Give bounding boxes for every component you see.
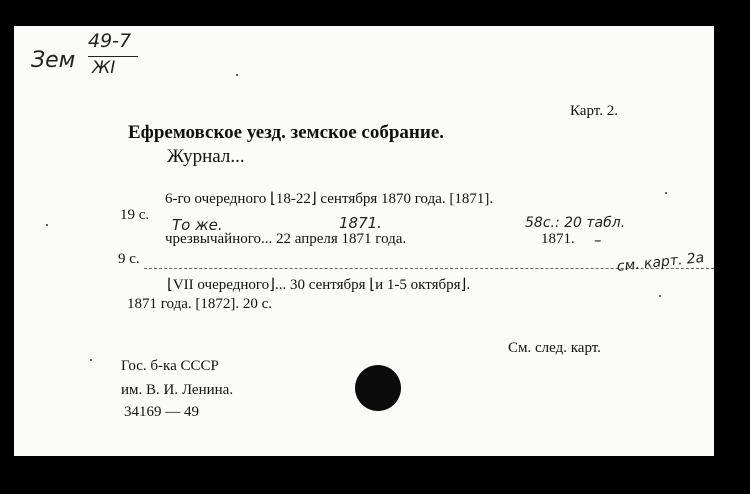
heading: Ефремовское уезд. земское собрание.: [128, 122, 444, 143]
annotation-tables: 58с.: 20 табл.: [525, 215, 626, 231]
entry-3: ⌊VII очередного⌋... 30 сентября ⌊и 1-5 октября⌋.: [167, 277, 471, 293]
annotation-year: 1871.: [339, 214, 382, 232]
punch-hole: [355, 365, 401, 411]
entry-1: 6-го очередного ⌊18-22⌋ сентября 1870 года. [1871].: [165, 191, 494, 207]
annotation-same: То же.: [172, 216, 223, 234]
speck: [90, 359, 92, 361]
shelfmark-suffix: ЖI: [92, 58, 116, 78]
entry-2: чрезвычайного... 22 апреля 1871 года.: [165, 231, 407, 247]
see-next-card: См. след. карт.: [508, 340, 601, 356]
journal-title: Журнал...: [167, 146, 245, 167]
library-line-3: 34169 — 49: [124, 404, 199, 420]
entry-3-continued: 1871 года. [1872]. 20 с.: [127, 296, 273, 312]
annotation-dash: –: [594, 231, 602, 249]
speck: [46, 224, 48, 226]
speck: [665, 192, 667, 194]
speck: [659, 295, 661, 297]
shelfmark-prefix: Зем: [31, 48, 76, 73]
entry-1-pages: 19 с.: [120, 207, 150, 223]
speck: [236, 74, 238, 76]
shelfmark-number: 49-7: [88, 30, 132, 52]
entry-2-pages: 9 с.: [118, 251, 140, 267]
entry-2-year: 1871.: [541, 231, 575, 247]
annotation-see-card: см. карт. 2а: [616, 249, 705, 275]
shelfmark-fraction-line: [88, 56, 138, 57]
library-line-2: им. В. И. Ленина.: [121, 382, 234, 398]
library-line-1: Гос. б-ка СССР: [121, 358, 219, 374]
catalog-card: [14, 26, 714, 456]
card-number: Карт. 2.: [570, 103, 618, 119]
